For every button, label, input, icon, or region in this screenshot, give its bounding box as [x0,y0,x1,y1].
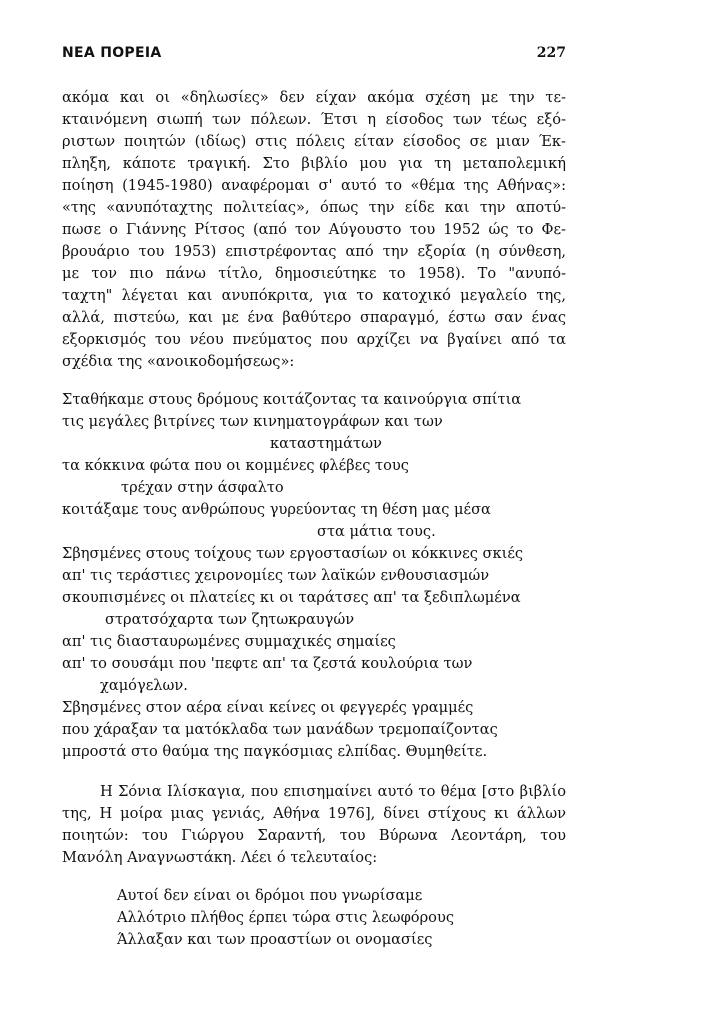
text-line: ταχτη" λέγεται και ανυπόκριτα, για το κατοχικό μεγαλείο της, [62,287,566,304]
text-line: με τον πιο πάνω τίτλο, δημοσιεύτηκε το 1958). Το "ανυπό- [62,265,566,282]
verse-line: χαμόγελων. [100,677,188,694]
verse-line: τρέχαν στην άσφαλτο [121,479,284,496]
verse-line: καταστημάτων [270,435,382,452]
verse-line: απ' τις διασταυρωμένες συμμαχικές σημαίες [62,633,396,650]
verse-line: Αυτοί δεν είναι οι δρόμοι που γνωρίσαμε [117,887,423,904]
text-line: της, Η μοίρα μιας γενιάς, Αθήνα 1976], δίνει στίχους κι άλλων [62,805,566,822]
text-line: βρουάριο του 1953) επιστρέφοντας από την εξορία (η σύνθεση, [62,243,566,260]
text-line: «της «ανυπόταχτης πολιτείας», όπως την είδε και την αποτύ- [62,199,566,216]
text-line: κταινόμενη σιωπή των πόλεων. Έτσι η είσοδος των τέως εξό- [62,111,566,128]
text-line: αλλά, πιστεύω, και με ένα βαθύτερο σπαραγμό, έστω σαν ένας [62,309,566,326]
text-line: ριστων ποιητών (ιδίως) στις πόλεις είταν είσοδος σε μιαν Έκ- [62,133,566,150]
text-line: Μανόλη Αναγνωστάκη. Λέει ό τελευταίος: [62,849,378,866]
verse-line: που χάραξαν τα ματόκλαδα των μανάδων τρεμοπαίζοντας [62,721,498,738]
verse-line: απ' τις τεράστιες χειρονομίες των λαϊκών ενθουσιασμών [62,567,490,584]
verse-line: Άλλαξαν και των προαστίων οι ονομασίες [117,931,433,948]
verse-line: στρατσόχαρτα των ζητωκραυγών [105,611,355,628]
verse-line: στα μάτια τους. [317,523,436,540]
text-line: ποιητών: του Γιώργου Σαραντή, του Βύρωνα Λεοντάρη, του [62,827,566,844]
verse-line: μπροστά στο θαύμα της παγκόσμιας ελπίδας. Θυμηθείτε. [62,743,488,760]
verse-line: Σταθήκαμε στους δρόμους κοιτάζοντας τα καινούργια σπίτια [62,391,522,408]
text-line: σχέδια της «ανοικοδομήσεως»: [62,353,295,370]
text-line: πληξη, κάποτε τραγική. Στο βιβλίο μου για τη μεταπολεμική [62,155,566,172]
text-line: ακόμα και οι «δηλωσίες» δεν είχαν ακόμα σχέση με την τε- [62,89,566,106]
verse-line: απ' το σουσάμι που 'πεφτε απ' τα ζεστά κουλούρια των [62,655,473,672]
text-line: εξορκισμός του νέου πνεύματος που αρχίζει να βγαίνει από τα [62,331,566,348]
page-header [62,45,566,69]
verse-line: τις μεγάλες βιτρίνες των κινηματογράφων και των [62,413,443,430]
verse-line: σκουπισμένες οι πλατείες κι οι ταράτσες απ' τα ξεδιπλωμένα [62,589,521,606]
text-line: πωσε ο Γιάννης Ρίτσος (από τον Αύγουστο του 1952 ώς το Φε- [62,221,566,238]
page-number: 227 [536,45,566,61]
running-title: ΝΕΑ ΠΟΡΕΙΑ [62,45,162,61]
verse-line: Σβησμένες στον αέρα είναι κείνες οι φεγγερές γραμμές [62,699,474,716]
verse-line: κοιτάξαμε τους ανθρώπους γυρεύοντας τη θέση μας μέσα [62,501,491,518]
verse-line: Αλλότριο πλήθος έρπει τώρα στις λεωφόρους [117,909,454,926]
text-line: ποίηση (1945-1980) αναφέρομαι σ' αυτό το «θέμα της Αθήνας»: [62,177,566,194]
verse-line: τα κόκκινα φώτα που οι κομμένες φλέβες τους [62,457,409,474]
verse-line: Σβησμένες στους τοίχους των εργοστασίων οι κόκκινες σκιές [62,545,524,562]
text-line: Η Σόνια Ιλίσκαγια, που επισημαίνει αυτό το θέμα [στο βιβλίο [100,783,566,800]
